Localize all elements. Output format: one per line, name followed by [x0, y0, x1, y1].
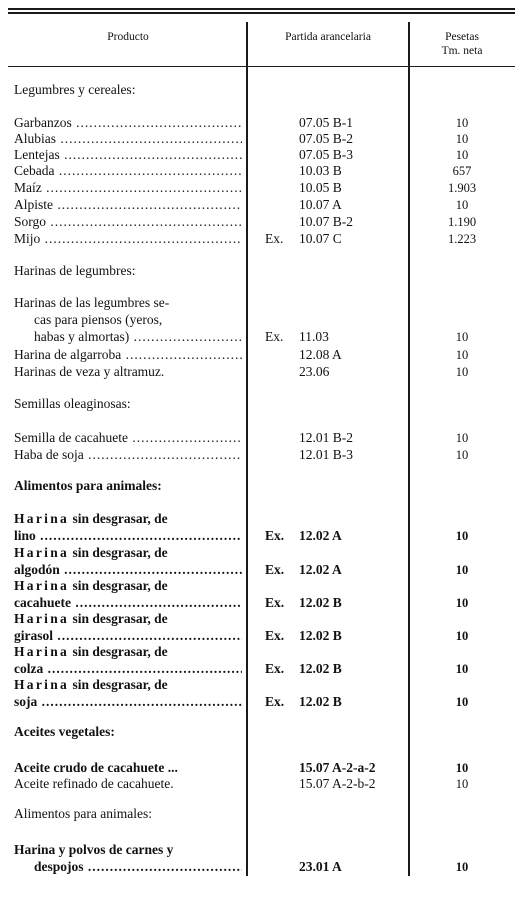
tariff-cell [265, 163, 342, 179]
tariff-code: 07.05 B-1 [299, 115, 353, 130]
pesetas-value: 1.903 [447, 181, 477, 195]
tariff-code: 15.07 A-2-a-2 [299, 760, 376, 775]
product-desc: sin desgrasar, de [72, 677, 168, 692]
tariff-cell [265, 197, 342, 213]
tariff-cell [265, 231, 342, 247]
pesetas-value: 10 [455, 198, 469, 212]
pesetas-value: 657 [452, 164, 472, 178]
top-double-rule-1 [8, 8, 515, 10]
section-title: Alimentos para animales: [14, 478, 162, 493]
tariff-cell [265, 147, 353, 163]
pesetas-value: 1.190 [447, 215, 477, 229]
pesetas-value: 10 [455, 132, 469, 146]
table-row [0, 347, 521, 363]
tariff-code: 10.07 A [299, 197, 342, 212]
header-pesetas-line1: Pesetas [445, 31, 479, 43]
pesetas-value: 10 [455, 860, 469, 874]
tariff-code: 12.02 B [299, 628, 342, 643]
tariff-cell [265, 628, 342, 644]
pesetas-value: 10 [455, 529, 469, 543]
tariff-cell [265, 430, 353, 446]
table-row [0, 180, 521, 196]
product-desc: sin desgrasar, de [72, 511, 168, 526]
pesetas-value: 10 [455, 596, 469, 610]
product-desc: sin desgrasar, de [72, 578, 168, 593]
product-desc: sin desgrasar, de [72, 644, 168, 659]
table-row [0, 694, 521, 710]
product-name-line1 [14, 578, 244, 594]
tariff-cell [265, 364, 329, 380]
product-name: Alpiste ..... [14, 197, 242, 213]
product-desc: sin desgrasar, de [72, 611, 168, 626]
product-name-line1 [14, 677, 244, 693]
pesetas-value: 10 [455, 330, 469, 344]
tariff-cell [265, 447, 353, 463]
tariff-code: 12.02 B [299, 661, 342, 676]
tariff-code: 11.03 [299, 329, 329, 344]
product-name: Lentejas ..... [14, 147, 242, 163]
ex-marker: Ex. [265, 562, 285, 577]
product-name-line1 [14, 644, 244, 660]
product-name: Semilla de cacahuete ..... [14, 430, 242, 446]
ex-marker: Ex. [265, 595, 285, 610]
product-name-line3: habas y almortas) ..... [34, 329, 242, 345]
section-title: Semillas oleaginosas: [14, 396, 131, 411]
product-keyword: Harina [14, 578, 70, 593]
pesetas-value: 10 [455, 116, 469, 130]
ex-marker: Ex. [265, 661, 285, 676]
tariff-code: 12.02 B [299, 694, 342, 709]
table-row [0, 760, 521, 776]
table-row [0, 776, 521, 792]
tariff-code: 10.03 B [299, 163, 342, 178]
tariff-code: 12.02 A [299, 562, 342, 577]
product-name-line2: girasol ..... [14, 628, 242, 644]
header-pesetas [412, 30, 512, 58]
tariff-cell [265, 329, 329, 345]
tariff-code: 12.01 B-2 [299, 430, 353, 445]
product-name: Aceite refinado de cacahuete. [14, 776, 174, 791]
product-name-line2: algodón ..... [14, 562, 242, 578]
tariff-code: 12.01 B-3 [299, 447, 353, 462]
product-name: Maíz ..... [14, 180, 242, 196]
table-row [0, 595, 521, 611]
section-title: Alimentos para animales: [14, 806, 152, 821]
product-name: Garbanzos ..... [14, 115, 242, 131]
table-row [0, 131, 521, 147]
product-name-line1 [14, 545, 244, 561]
ex-marker: Ex. [265, 694, 285, 709]
product-name-line1 [14, 511, 244, 527]
tariff-cell [265, 595, 342, 611]
table-row [0, 859, 521, 875]
tariff-code: 12.08 A [299, 347, 342, 362]
pesetas-value: 10 [455, 629, 469, 643]
pesetas-value: 10 [455, 695, 469, 709]
table-row [0, 528, 521, 544]
tariff-cell [265, 528, 342, 544]
pesetas-value: 10 [455, 365, 469, 379]
tariff-cell [265, 562, 342, 578]
tariff-code: 12.02 A [299, 528, 342, 543]
tariff-code: 15.07 A-2-b-2 [299, 776, 376, 791]
product-keyword: Harina [14, 677, 70, 692]
pesetas-value: 10 [455, 563, 469, 577]
tariff-cell [265, 214, 353, 230]
table-row [0, 562, 521, 578]
table-row [0, 197, 521, 213]
tariff-code: 23.06 [299, 364, 330, 379]
tariff-cell [265, 661, 342, 677]
tariff-code: 07.05 B-3 [299, 147, 353, 162]
table-row [0, 661, 521, 677]
product-keyword: Harina [14, 545, 70, 560]
top-double-rule-2 [8, 12, 515, 14]
tariff-code: 10.05 B [299, 180, 342, 195]
product-name-line1: Harinas de las legumbres se- [14, 295, 170, 310]
header-pesetas-line2: Tm. neta [441, 45, 483, 57]
product-desc: sin desgrasar, de [72, 545, 168, 560]
tariff-cell [265, 180, 342, 196]
table-row [0, 214, 521, 230]
product-name: Harina de algarroba ..... [14, 347, 242, 363]
pesetas-value: 10 [455, 448, 469, 462]
table-row [0, 147, 521, 163]
product-name-line2: cacahuete ..... [14, 595, 242, 611]
pesetas-value: 10 [455, 761, 469, 775]
product-name: Mijo ..... [14, 231, 242, 247]
pesetas-value: 10 [455, 348, 469, 362]
tariff-cell [299, 859, 342, 875]
tariff-cell [265, 115, 353, 131]
ex-marker: Ex. [265, 628, 285, 643]
section-title: Legumbres y cereales: [14, 82, 136, 97]
pesetas-value: 10 [455, 662, 469, 676]
product-keyword: Harina [14, 611, 70, 626]
product-name-line2: colza ..... [14, 661, 242, 677]
pesetas-value: 10 [455, 777, 469, 791]
ex-marker: Ex. [265, 528, 285, 543]
ex-marker: Ex. [265, 329, 284, 344]
table-row [0, 115, 521, 131]
tariff-code: 12.02 B [299, 595, 342, 610]
table-row [0, 163, 521, 179]
product-name-line2: cas para piensos (yeros, [34, 312, 163, 327]
tariff-cell [265, 347, 342, 363]
product-name: Haba de soja ..... [14, 447, 242, 463]
pesetas-value: 10 [455, 431, 469, 445]
ex-marker: Ex. [265, 231, 284, 246]
tariff-code: 10.07 C [299, 231, 342, 246]
table-row [0, 628, 521, 644]
tariff-cell [299, 776, 376, 792]
tariff-cell [265, 694, 342, 710]
product-name-line2: lino ..... [14, 528, 242, 544]
table-row [0, 447, 521, 463]
product-name-line2: despojos ..... [34, 859, 242, 875]
product-name-line1 [14, 611, 244, 627]
product-name: Alubias ..... [14, 131, 242, 147]
product-name: Aceite crudo de cacahuete ... [14, 760, 178, 775]
section-title: Harinas de legumbres: [14, 263, 136, 278]
product-name-line1: Harina y polvos de carnes y [14, 842, 174, 857]
product-keyword: Harina [14, 644, 70, 659]
table-row [0, 364, 521, 380]
product-name: Cebada ..... [14, 163, 242, 179]
tariff-cell [299, 760, 376, 776]
pesetas-value: 10 [455, 148, 469, 162]
section-title: Aceites vegetales: [14, 724, 115, 739]
product-name: Harinas de veza y altramuz. [14, 364, 165, 379]
tariff-code: 07.05 B-2 [299, 131, 353, 146]
product-keyword: Harina [14, 511, 70, 526]
header-bottom-rule [8, 66, 515, 67]
tariff-cell [265, 131, 353, 147]
tariff-code: 23.01 A [299, 859, 342, 874]
table-row [0, 329, 521, 345]
pesetas-value: 1.223 [447, 232, 477, 246]
header-partida: Partida arancelaria [285, 31, 371, 43]
tariff-code: 10.07 B-2 [299, 214, 353, 229]
table-row [0, 231, 521, 247]
header-producto: Producto [107, 31, 149, 43]
table-row [0, 430, 521, 446]
product-name-line2: soja ..... [14, 694, 242, 710]
product-name: Sorgo ..... [14, 214, 242, 230]
